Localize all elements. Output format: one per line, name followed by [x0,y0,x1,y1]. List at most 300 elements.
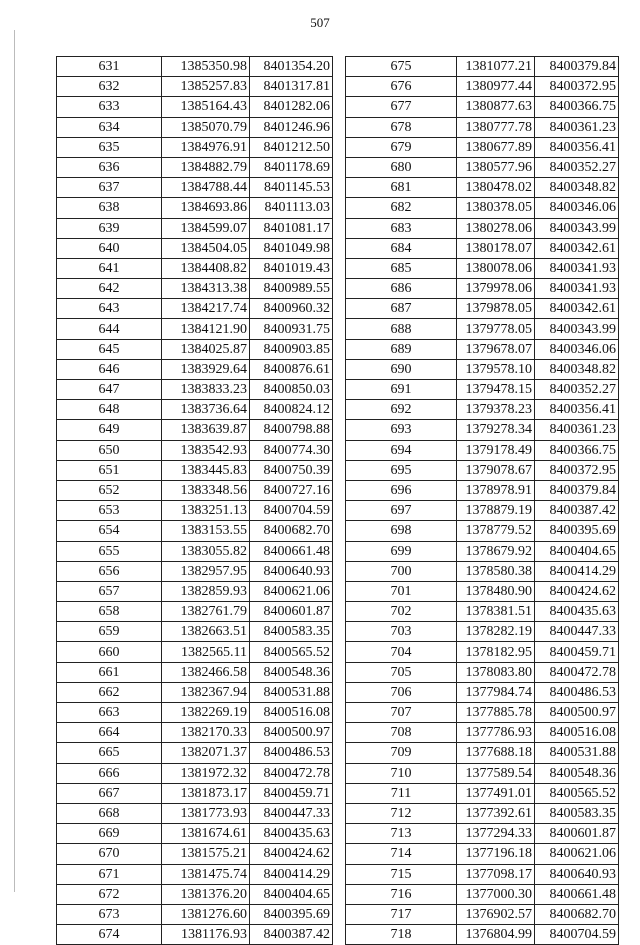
point-number-cell: 644 [57,319,162,339]
x-coordinate-cell: 1377392.61 [457,803,535,823]
y-coordinate-cell: 8400459.71 [250,783,333,803]
table-row [57,743,333,763]
x-coordinate-cell: 1382466.58 [162,662,250,682]
point-number-cell: 716 [346,884,457,904]
point-number-cell: 715 [346,864,457,884]
table-row [57,501,333,521]
x-coordinate-cell: 1383929.64 [162,359,250,379]
x-coordinate-cell: 1379178.49 [457,440,535,460]
x-coordinate-cell: 1380977.44 [457,77,535,97]
x-coordinate-cell: 1385070.79 [162,117,250,137]
table-row [346,824,619,844]
table-row [346,783,619,803]
point-number-cell: 714 [346,844,457,864]
x-coordinate-cell: 1379578.10 [457,359,535,379]
x-coordinate-cell: 1383348.56 [162,480,250,500]
x-coordinate-cell: 1377491.01 [457,783,535,803]
y-coordinate-cell: 8400356.41 [535,137,619,157]
y-coordinate-cell: 8400424.62 [250,844,333,864]
x-coordinate-cell: 1379978.06 [457,279,535,299]
table-row [57,783,333,803]
x-coordinate-cell: 1384788.44 [162,178,250,198]
coordinate-table-right [345,56,619,945]
point-number-cell: 661 [57,662,162,682]
point-number-cell: 698 [346,521,457,541]
x-coordinate-cell: 1380877.63 [457,97,535,117]
table-row [57,642,333,662]
y-coordinate-cell: 8400343.99 [535,319,619,339]
x-coordinate-cell: 1380577.96 [457,157,535,177]
x-coordinate-cell: 1381575.21 [162,844,250,864]
table-row [346,501,619,521]
point-number-cell: 703 [346,622,457,642]
table-row [57,904,333,924]
point-number-cell: 690 [346,359,457,379]
table-row [346,884,619,904]
table-row [57,400,333,420]
table-row [346,77,619,97]
table-row [346,380,619,400]
x-coordinate-cell: 1381674.61 [162,824,250,844]
table-row [57,77,333,97]
x-coordinate-cell: 1384408.82 [162,258,250,278]
y-coordinate-cell: 8400548.36 [250,662,333,682]
x-coordinate-cell: 1378679.92 [457,541,535,561]
table-row [57,480,333,500]
point-number-cell: 704 [346,642,457,662]
table-row [57,763,333,783]
y-coordinate-cell: 8400601.87 [250,602,333,622]
x-coordinate-cell: 1378480.90 [457,581,535,601]
x-coordinate-cell: 1377294.33 [457,824,535,844]
x-coordinate-cell: 1377688.18 [457,743,535,763]
point-number-cell: 687 [346,299,457,319]
y-coordinate-cell: 8400565.52 [250,642,333,662]
y-coordinate-cell: 8400583.35 [250,622,333,642]
table-row [346,420,619,440]
y-coordinate-cell: 8400341.93 [535,258,619,278]
x-coordinate-cell: 1379378.23 [457,400,535,420]
x-coordinate-cell: 1381276.60 [162,904,250,924]
table-row [57,703,333,723]
y-coordinate-cell: 8400903.85 [250,339,333,359]
point-number-cell: 708 [346,723,457,743]
point-number-cell: 700 [346,561,457,581]
x-coordinate-cell: 1383055.82 [162,541,250,561]
x-coordinate-cell: 1385164.43 [162,97,250,117]
x-coordinate-cell: 1381176.93 [162,925,250,945]
table-row [57,359,333,379]
table-row [346,743,619,763]
table-row [57,561,333,581]
x-coordinate-cell: 1382859.93 [162,581,250,601]
coordinate-table-left [56,56,333,945]
y-coordinate-cell: 8400565.52 [535,783,619,803]
point-number-cell: 707 [346,703,457,723]
y-coordinate-cell: 8400342.61 [535,299,619,319]
table-row [346,925,619,945]
point-number-cell: 680 [346,157,457,177]
point-number-cell: 647 [57,380,162,400]
table-row [57,420,333,440]
y-coordinate-cell: 8401019.43 [250,258,333,278]
x-coordinate-cell: 1379078.67 [457,460,535,480]
y-coordinate-cell: 8400531.88 [535,743,619,763]
point-number-cell: 637 [57,178,162,198]
y-coordinate-cell: 8401212.50 [250,137,333,157]
point-number-cell: 699 [346,541,457,561]
y-coordinate-cell: 8400548.36 [535,763,619,783]
y-coordinate-cell: 8400366.75 [535,440,619,460]
table-row [346,803,619,823]
point-number-cell: 636 [57,157,162,177]
x-coordinate-cell: 1383833.23 [162,380,250,400]
x-coordinate-cell: 1378580.38 [457,561,535,581]
x-coordinate-cell: 1384882.79 [162,157,250,177]
table-body-left [57,57,333,945]
y-coordinate-cell: 8400640.93 [250,561,333,581]
table-row [346,258,619,278]
x-coordinate-cell: 1385257.83 [162,77,250,97]
point-number-cell: 693 [346,420,457,440]
y-coordinate-cell: 8400876.61 [250,359,333,379]
table-row [346,622,619,642]
point-number-cell: 639 [57,218,162,238]
y-coordinate-cell: 8400414.29 [250,864,333,884]
y-coordinate-cell: 8400486.53 [250,743,333,763]
table-row [346,279,619,299]
y-coordinate-cell: 8401317.81 [250,77,333,97]
point-number-cell: 659 [57,622,162,642]
x-coordinate-cell: 1379778.05 [457,319,535,339]
y-coordinate-cell: 8400361.23 [535,420,619,440]
table-row [57,581,333,601]
table-row [346,238,619,258]
x-coordinate-cell: 1384599.07 [162,218,250,238]
x-coordinate-cell: 1384504.05 [162,238,250,258]
point-number-cell: 710 [346,763,457,783]
table-row [346,642,619,662]
point-number-cell: 656 [57,561,162,581]
y-coordinate-cell: 8401081.17 [250,218,333,238]
table-row [57,803,333,823]
y-coordinate-cell: 8400346.06 [535,198,619,218]
table-row [346,339,619,359]
point-number-cell: 632 [57,77,162,97]
point-number-cell: 717 [346,904,457,924]
table-row [346,137,619,157]
y-coordinate-cell: 8400750.39 [250,460,333,480]
point-number-cell: 646 [57,359,162,379]
x-coordinate-cell: 1377589.54 [457,763,535,783]
point-number-cell: 677 [346,97,457,117]
table-row [346,460,619,480]
y-coordinate-cell: 8400387.42 [250,925,333,945]
point-number-cell: 657 [57,581,162,601]
x-coordinate-cell: 1383736.64 [162,400,250,420]
table-row [57,460,333,480]
point-number-cell: 683 [346,218,457,238]
point-number-cell: 653 [57,501,162,521]
y-coordinate-cell: 8400404.65 [250,884,333,904]
table-row [346,299,619,319]
table-row [57,440,333,460]
x-coordinate-cell: 1381475.74 [162,864,250,884]
y-coordinate-cell: 8400372.95 [535,460,619,480]
table-row [346,581,619,601]
y-coordinate-cell: 8400348.82 [535,359,619,379]
table-row [346,864,619,884]
point-number-cell: 648 [57,400,162,420]
point-number-cell: 695 [346,460,457,480]
point-number-cell: 701 [346,581,457,601]
x-coordinate-cell: 1384121.90 [162,319,250,339]
x-coordinate-cell: 1382761.79 [162,602,250,622]
y-coordinate-cell: 8400516.08 [535,723,619,743]
x-coordinate-cell: 1380777.78 [457,117,535,137]
y-coordinate-cell: 8401354.20 [250,57,333,77]
x-coordinate-cell: 1380278.06 [457,218,535,238]
x-coordinate-cell: 1377098.17 [457,864,535,884]
y-coordinate-cell: 8400395.69 [535,521,619,541]
table-row [57,238,333,258]
x-coordinate-cell: 1377196.18 [457,844,535,864]
table-row [57,662,333,682]
x-coordinate-cell: 1379878.05 [457,299,535,319]
y-coordinate-cell: 8400516.08 [250,703,333,723]
point-number-cell: 634 [57,117,162,137]
point-number-cell: 633 [57,97,162,117]
table-row [57,602,333,622]
x-coordinate-cell: 1378779.52 [457,521,535,541]
y-coordinate-cell: 8400435.63 [535,602,619,622]
point-number-cell: 694 [346,440,457,460]
y-coordinate-cell: 8400640.93 [535,864,619,884]
x-coordinate-cell: 1377984.74 [457,682,535,702]
y-coordinate-cell: 8400989.55 [250,279,333,299]
x-coordinate-cell: 1376804.99 [457,925,535,945]
table-row [57,117,333,137]
y-coordinate-cell: 8400372.95 [535,77,619,97]
x-coordinate-cell: 1378381.51 [457,602,535,622]
table-row [57,925,333,945]
y-coordinate-cell: 8400346.06 [535,339,619,359]
table-row [346,319,619,339]
y-coordinate-cell: 8400356.41 [535,400,619,420]
point-number-cell: 702 [346,602,457,622]
point-number-cell: 711 [346,783,457,803]
x-coordinate-cell: 1384313.38 [162,279,250,299]
point-number-cell: 689 [346,339,457,359]
table-row [346,97,619,117]
y-coordinate-cell: 8400798.88 [250,420,333,440]
y-coordinate-cell: 8400661.48 [535,884,619,904]
point-number-cell: 679 [346,137,457,157]
y-coordinate-cell: 8400366.75 [535,97,619,117]
table-row [346,763,619,783]
table-row [346,904,619,924]
x-coordinate-cell: 1384217.74 [162,299,250,319]
x-coordinate-cell: 1381077.21 [457,57,535,77]
x-coordinate-cell: 1380178.07 [457,238,535,258]
table-row [57,218,333,238]
y-coordinate-cell: 8400774.30 [250,440,333,460]
x-coordinate-cell: 1382071.37 [162,743,250,763]
x-coordinate-cell: 1384025.87 [162,339,250,359]
y-coordinate-cell: 8400531.88 [250,682,333,702]
point-number-cell: 685 [346,258,457,278]
point-number-cell: 631 [57,57,162,77]
y-coordinate-cell: 8400447.33 [535,622,619,642]
y-coordinate-cell: 8400601.87 [535,824,619,844]
x-coordinate-cell: 1377786.93 [457,723,535,743]
point-number-cell: 696 [346,480,457,500]
table-row [57,380,333,400]
x-coordinate-cell: 1377000.30 [457,884,535,904]
y-coordinate-cell: 8401113.03 [250,198,333,218]
table-row [57,97,333,117]
x-coordinate-cell: 1385350.98 [162,57,250,77]
x-coordinate-cell: 1382663.51 [162,622,250,642]
table-row [346,157,619,177]
point-number-cell: 665 [57,743,162,763]
point-number-cell: 682 [346,198,457,218]
table-row [57,521,333,541]
y-coordinate-cell: 8400472.78 [250,763,333,783]
y-coordinate-cell: 8400704.59 [535,925,619,945]
y-coordinate-cell: 8400459.71 [535,642,619,662]
x-coordinate-cell: 1377885.78 [457,703,535,723]
table-row [57,178,333,198]
y-coordinate-cell: 8400472.78 [535,662,619,682]
y-coordinate-cell: 8401145.53 [250,178,333,198]
point-number-cell: 654 [57,521,162,541]
y-coordinate-cell: 8400583.35 [535,803,619,823]
x-coordinate-cell: 1382957.95 [162,561,250,581]
point-number-cell: 705 [346,662,457,682]
point-number-cell: 668 [57,803,162,823]
x-coordinate-cell: 1381773.93 [162,803,250,823]
y-coordinate-cell: 8400379.84 [535,57,619,77]
point-number-cell: 681 [346,178,457,198]
point-number-cell: 697 [346,501,457,521]
point-number-cell: 645 [57,339,162,359]
point-number-cell: 660 [57,642,162,662]
point-number-cell: 643 [57,299,162,319]
x-coordinate-cell: 1380378.05 [457,198,535,218]
x-coordinate-cell: 1378879.19 [457,501,535,521]
page-edge-rule [14,30,15,892]
point-number-cell: 669 [57,824,162,844]
x-coordinate-cell: 1382367.94 [162,682,250,702]
table-row [346,178,619,198]
table-row [346,480,619,500]
y-coordinate-cell: 8400682.70 [250,521,333,541]
x-coordinate-cell: 1383542.93 [162,440,250,460]
table-row [346,198,619,218]
y-coordinate-cell: 8400352.27 [535,157,619,177]
point-number-cell: 712 [346,803,457,823]
x-coordinate-cell: 1380078.06 [457,258,535,278]
point-number-cell: 638 [57,198,162,218]
point-number-cell: 688 [346,319,457,339]
table-row [57,339,333,359]
point-number-cell: 651 [57,460,162,480]
point-number-cell: 671 [57,864,162,884]
table-row [57,157,333,177]
point-number-cell: 678 [346,117,457,137]
table-row [346,57,619,77]
y-coordinate-cell: 8400621.06 [535,844,619,864]
table-row [57,319,333,339]
table-row [57,844,333,864]
point-number-cell: 658 [57,602,162,622]
point-number-cell: 650 [57,440,162,460]
point-number-cell: 652 [57,480,162,500]
y-coordinate-cell: 8400395.69 [250,904,333,924]
table-row [346,662,619,682]
table-row [57,258,333,278]
point-number-cell: 706 [346,682,457,702]
y-coordinate-cell: 8400500.97 [250,723,333,743]
point-number-cell: 670 [57,844,162,864]
y-coordinate-cell: 8401178.69 [250,157,333,177]
x-coordinate-cell: 1382565.11 [162,642,250,662]
table-row [57,279,333,299]
x-coordinate-cell: 1380677.89 [457,137,535,157]
point-number-cell: 676 [346,77,457,97]
y-coordinate-cell: 8400727.16 [250,480,333,500]
point-number-cell: 642 [57,279,162,299]
table-row [57,723,333,743]
y-coordinate-cell: 8401246.96 [250,117,333,137]
table-row [57,884,333,904]
x-coordinate-cell: 1381376.20 [162,884,250,904]
point-number-cell: 692 [346,400,457,420]
table-row [346,521,619,541]
point-number-cell: 684 [346,238,457,258]
point-number-cell: 686 [346,279,457,299]
point-number-cell: 672 [57,884,162,904]
x-coordinate-cell: 1378282.19 [457,622,535,642]
point-number-cell: 667 [57,783,162,803]
y-coordinate-cell: 8400379.84 [535,480,619,500]
y-coordinate-cell: 8401049.98 [250,238,333,258]
y-coordinate-cell: 8400404.65 [535,541,619,561]
point-number-cell: 713 [346,824,457,844]
y-coordinate-cell: 8400850.03 [250,380,333,400]
x-coordinate-cell: 1384693.86 [162,198,250,218]
table-row [57,824,333,844]
point-number-cell: 718 [346,925,457,945]
table-row [346,682,619,702]
point-number-cell: 655 [57,541,162,561]
table-row [57,541,333,561]
y-coordinate-cell: 8400342.61 [535,238,619,258]
table-row [57,682,333,702]
table-row [346,218,619,238]
point-number-cell: 666 [57,763,162,783]
x-coordinate-cell: 1376902.57 [457,904,535,924]
point-number-cell: 649 [57,420,162,440]
x-coordinate-cell: 1383445.83 [162,460,250,480]
x-coordinate-cell: 1379278.34 [457,420,535,440]
table-body-right [346,57,619,945]
y-coordinate-cell: 8400704.59 [250,501,333,521]
table-row [346,844,619,864]
point-number-cell: 674 [57,925,162,945]
y-coordinate-cell: 8400387.42 [535,501,619,521]
